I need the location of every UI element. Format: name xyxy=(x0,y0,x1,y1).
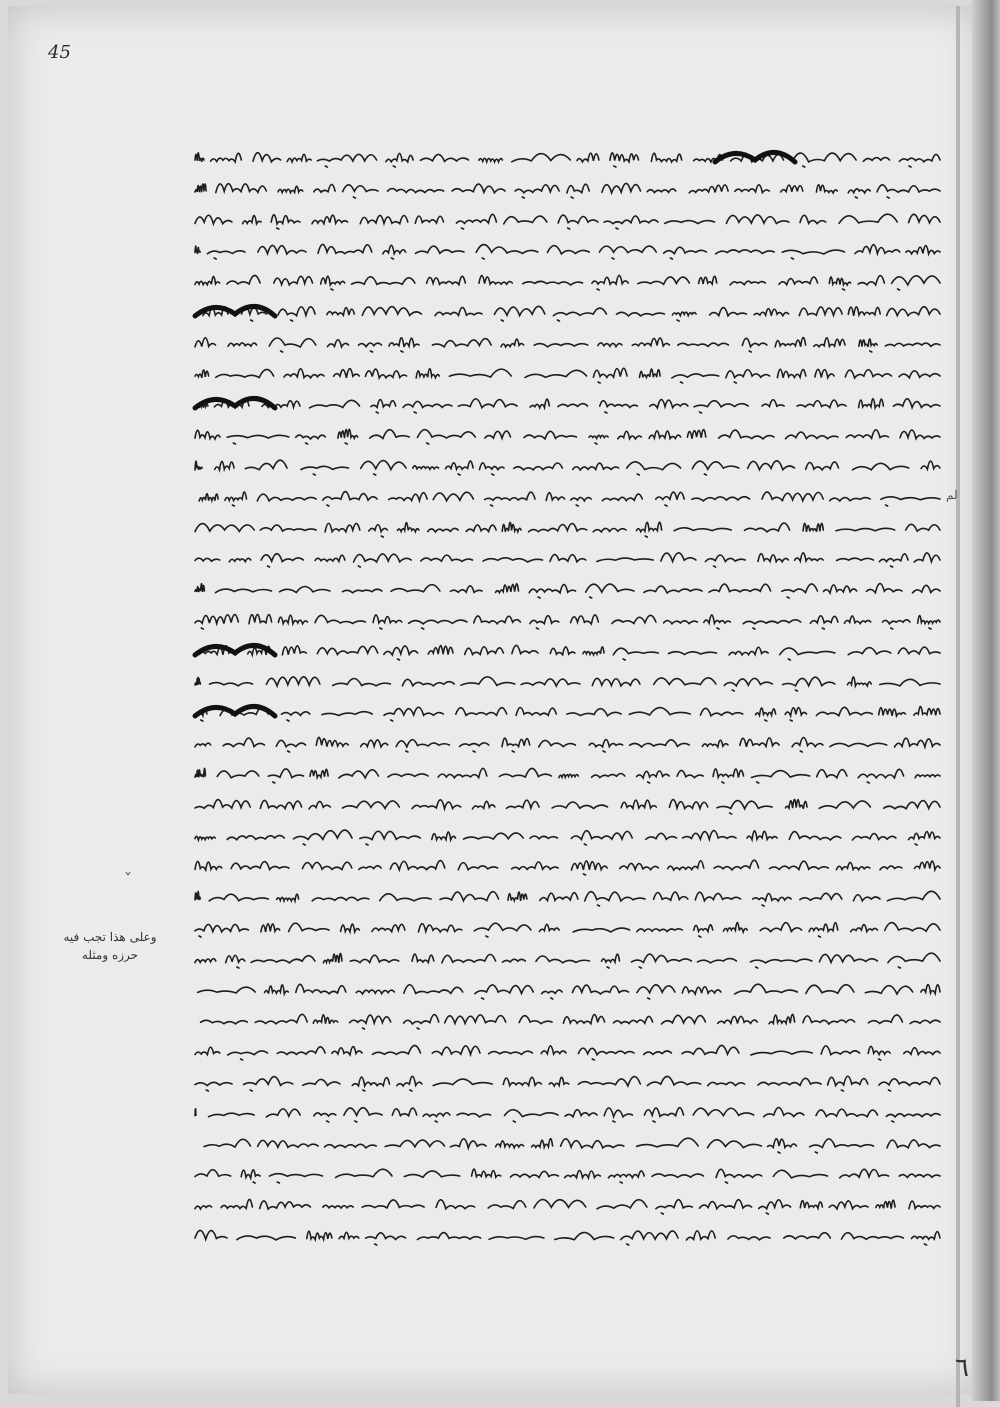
script-line xyxy=(185,972,945,1003)
ink-strokes xyxy=(198,984,940,999)
script-line-strokes xyxy=(185,972,945,1003)
ink-strokes xyxy=(195,460,940,475)
script-line-strokes xyxy=(185,1126,945,1157)
ink-strokes xyxy=(195,799,940,814)
ink-strokes xyxy=(199,491,940,505)
script-line-strokes xyxy=(185,910,945,941)
ink-strokes xyxy=(195,584,940,598)
script-line-strokes xyxy=(185,325,945,356)
marginal-annotation-line: وعلى هذا تجب فيه xyxy=(63,930,157,944)
ink-strokes xyxy=(195,276,940,291)
script-line xyxy=(185,879,945,910)
script-line xyxy=(185,941,945,972)
ink-strokes xyxy=(195,429,940,444)
script-line xyxy=(185,633,945,664)
ink-strokes xyxy=(195,368,940,383)
ink-strokes xyxy=(203,306,940,321)
script-line-strokes xyxy=(185,1095,945,1126)
ink-strokes xyxy=(195,153,940,167)
catchword-mark: ٦ xyxy=(955,1353,969,1383)
script-line xyxy=(185,263,945,294)
script-line-strokes xyxy=(185,386,945,417)
script-line xyxy=(185,1126,945,1157)
script-line xyxy=(185,417,945,448)
script-line xyxy=(185,202,945,233)
script-line xyxy=(185,448,945,479)
script-line-strokes xyxy=(185,787,945,818)
script-line-strokes xyxy=(185,694,945,725)
script-line-strokes xyxy=(185,1064,945,1095)
ink-strokes xyxy=(195,214,940,229)
script-line-strokes xyxy=(185,1002,945,1033)
script-line xyxy=(185,1156,945,1187)
script-line xyxy=(185,818,945,849)
script-line xyxy=(185,1187,945,1218)
script-line-strokes xyxy=(185,571,945,602)
script-line xyxy=(185,386,945,417)
ink-strokes xyxy=(195,337,940,351)
script-line-strokes xyxy=(185,756,945,787)
script-line-strokes xyxy=(185,540,945,571)
script-line xyxy=(185,848,945,879)
script-line-strokes xyxy=(185,294,945,325)
ink-strokes xyxy=(195,522,940,537)
ink-strokes xyxy=(195,553,940,567)
script-line xyxy=(185,1095,945,1126)
rubric-heading-strokes xyxy=(195,306,275,316)
script-line-strokes xyxy=(185,232,945,263)
script-line-strokes xyxy=(185,448,945,479)
script-line-strokes xyxy=(185,664,945,695)
script-line xyxy=(185,787,945,818)
ink-strokes xyxy=(195,1076,940,1091)
ink-strokes xyxy=(195,1107,940,1122)
script-line-strokes xyxy=(185,263,945,294)
script-line-strokes xyxy=(185,479,945,510)
ink-strokes xyxy=(195,861,940,876)
script-line-strokes xyxy=(185,1218,945,1249)
script-line xyxy=(185,294,945,325)
script-line xyxy=(185,325,945,356)
script-line-strokes xyxy=(185,202,945,233)
script-line-strokes xyxy=(185,171,945,202)
script-line xyxy=(185,232,945,263)
script-line xyxy=(185,479,945,510)
script-line xyxy=(185,1218,945,1249)
handwritten-text-block xyxy=(185,140,945,1250)
script-line-strokes xyxy=(185,1187,945,1218)
margin-tick-mark: ˇ xyxy=(124,870,132,889)
ink-strokes xyxy=(195,1046,940,1061)
rubric-heading-strokes xyxy=(195,399,275,409)
script-line xyxy=(185,1033,945,1064)
script-line xyxy=(185,171,945,202)
folio-number: 45 xyxy=(48,42,71,63)
script-line-strokes xyxy=(185,140,945,171)
ink-strokes xyxy=(195,768,940,783)
ink-strokes xyxy=(195,1230,940,1245)
ink-strokes xyxy=(195,676,940,690)
ink-strokes xyxy=(195,830,940,845)
ink-strokes xyxy=(199,645,940,660)
script-line-strokes xyxy=(185,879,945,910)
script-line-strokes xyxy=(185,356,945,387)
ink-strokes xyxy=(204,1138,940,1153)
script-line xyxy=(185,602,945,633)
script-line xyxy=(185,356,945,387)
ink-strokes xyxy=(195,1200,940,1215)
ink-strokes xyxy=(195,953,940,968)
script-line xyxy=(185,571,945,602)
script-line-strokes xyxy=(185,848,945,879)
script-line-strokes xyxy=(185,1033,945,1064)
script-line xyxy=(185,694,945,725)
script-line-strokes xyxy=(185,417,945,448)
script-line-strokes xyxy=(185,602,945,633)
marginal-annotation xyxy=(50,930,170,990)
script-line-strokes xyxy=(185,1156,945,1187)
script-line xyxy=(185,140,945,171)
ink-strokes xyxy=(201,1015,940,1030)
script-line-strokes xyxy=(185,633,945,664)
script-line xyxy=(185,664,945,695)
ink-strokes xyxy=(195,922,940,936)
script-line xyxy=(185,725,945,756)
margin-side-mark: لم xyxy=(946,488,958,502)
ink-strokes xyxy=(195,183,940,198)
script-line xyxy=(185,756,945,787)
page-edge xyxy=(956,6,960,1407)
script-line-strokes xyxy=(185,818,945,849)
ink-strokes xyxy=(195,399,940,413)
script-line xyxy=(185,1002,945,1033)
script-line xyxy=(185,540,945,571)
script-line xyxy=(185,1064,945,1095)
ink-strokes xyxy=(195,737,940,752)
script-line-strokes xyxy=(185,510,945,541)
script-line xyxy=(185,510,945,541)
ink-strokes xyxy=(195,891,940,906)
script-line-strokes xyxy=(185,941,945,972)
script-line xyxy=(185,910,945,941)
ink-strokes xyxy=(195,245,940,260)
book-binding xyxy=(972,0,1000,1401)
ink-strokes xyxy=(195,707,940,722)
ink-strokes xyxy=(195,1169,940,1183)
ink-strokes xyxy=(195,614,940,629)
marginal-annotation-line: حرزه ومثله xyxy=(81,948,139,962)
script-line-strokes xyxy=(185,725,945,756)
